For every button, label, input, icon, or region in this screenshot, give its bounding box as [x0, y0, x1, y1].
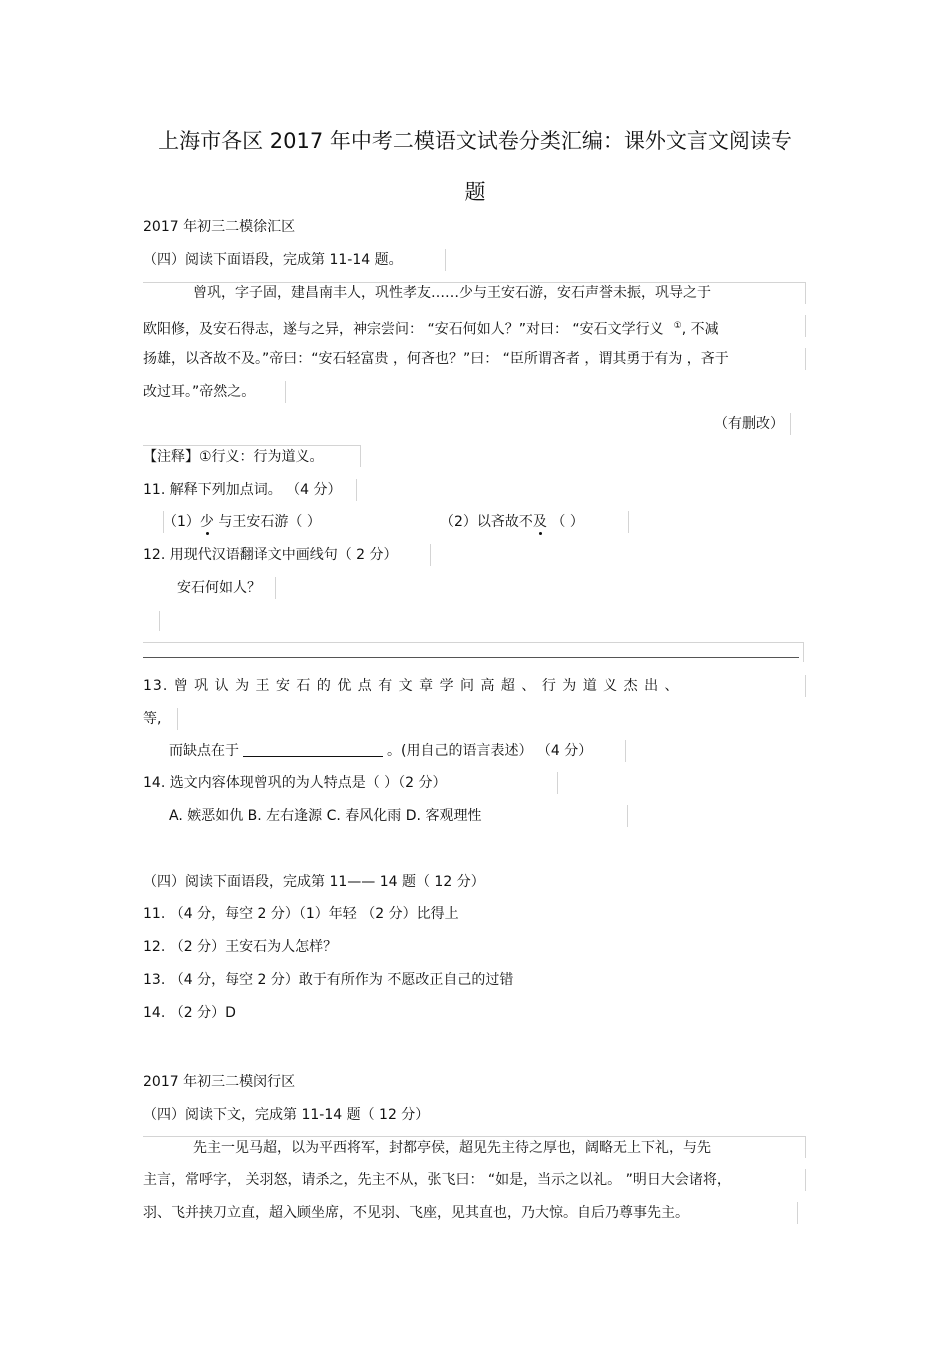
margin-mark [628, 511, 629, 533]
passage2-line-1: 先主一见马超，以为平西将军，封都亭侯，超见先主待之厚也，阔略无上下礼，与先 [193, 1140, 711, 1156]
margin-mark [625, 740, 626, 762]
question-13-cont: 等, [143, 711, 162, 727]
footnote-ref: ① [673, 321, 682, 331]
passage-line-3: 扬雄，以吝故不及。”帝曰：“安石轻富贵 ，何吝也？”曰： “臣所谓吝者 ，谓其勇于有为 ，吝于 [143, 351, 729, 367]
margin-mark [797, 1202, 798, 1224]
margin-mark [275, 577, 276, 599]
margin-mark [163, 511, 164, 533]
answer-13: 13. （4 分，每空 2 分）敢于有所作为 不愿改正自己的过错 [143, 972, 514, 988]
margin-mark [805, 348, 806, 370]
question-13-shortcoming [169, 742, 592, 760]
answer-11: 11. （4 分，每空 2 分）（1）年轻 （2 分）比得上 [143, 906, 459, 922]
margin-mark [143, 1136, 805, 1137]
question-11-part-1 [163, 513, 321, 531]
prompt-text: 而缺点在于 [169, 743, 239, 759]
passage-line-2-end: , 不减 [681, 321, 719, 338]
passage-line-2-text: 欧阳修，及安石得志，遂与之异，神宗尝问： “安石何如人？”对曰： “安石文学行义 [143, 321, 664, 338]
margin-mark [803, 642, 804, 662]
question-12: 12. 用现代汉语翻译文中画线句（ 2 分） [143, 547, 398, 563]
question-11: 11. 解释下列加点词。 （4 分） [143, 482, 342, 498]
section-header-minhang: 2017 年初三二模闵行区 [143, 1074, 296, 1090]
passage-line-4: 改过耳。”帝然之。 [143, 384, 256, 400]
answer-14: 14. （2 分）D [143, 1005, 236, 1021]
question-11-part-2 [440, 513, 584, 531]
translation-sentence: 安石何如人？ [177, 580, 261, 596]
answer-header: （四）阅读下面语段，完成第 11—— 14 题（ 12 分） [143, 874, 485, 890]
part-label: （2）以吝故不 [440, 514, 533, 530]
answer-blank: 与王安石游（ ） [213, 514, 321, 530]
fill-blank [243, 742, 383, 757]
margin-mark [143, 282, 805, 283]
margin-mark [430, 544, 431, 566]
question-14: 14. 选文内容体现曾巩的为人特点是（ ）（2 分） [143, 775, 447, 791]
margin-mark [143, 642, 803, 643]
document-title: 上海市各区 2017 年中考二模语文试卷分类汇编：课外文言文阅读专 [158, 129, 792, 153]
instruction: （四）阅读下面语段，完成第 11-14 题。 [143, 252, 403, 268]
margin-mark [627, 805, 628, 827]
margin-mark [159, 611, 160, 631]
margin-mark [445, 249, 446, 271]
part-label: （1） [163, 514, 200, 530]
emphasized-word: 及 [532, 514, 547, 530]
margin-mark [805, 1136, 806, 1158]
margin-mark [805, 282, 806, 304]
margin-mark [790, 413, 791, 435]
margin-mark [557, 772, 558, 794]
passage-line-1: 曾巩，字子固，建昌南丰人，巩性孝友……少与王安石游，安石声誉未振，巩导之于 [193, 285, 711, 301]
instruction-2: （四）阅读下文，完成第 11-14 题（ 12 分） [143, 1107, 430, 1123]
passage2-line-2: 主言，常呼字， 关羽怒，请杀之，先主不从，张飞曰： “如是，当示之以礼。 ”明日大会诸将， [143, 1172, 731, 1188]
margin-mark [805, 1169, 806, 1191]
margin-mark [805, 675, 806, 697]
question-13: 13. 曾 巩 认 为 王 安 石 的 优 点 有 文 章 学 问 高 超 、 行 为 道 义 杰 出 、 [143, 678, 680, 694]
margin-mark [285, 381, 286, 403]
emphasized-word: 少 [199, 514, 214, 530]
answer-12: 12. （2 分）王安石为人怎样？ [143, 939, 338, 955]
question-14-options: A. 嫉恶如仇 B. 左右逢源 C. 春风化雨 D. 客观理性 [169, 808, 482, 824]
source-note: （有删改） [714, 416, 784, 432]
passage-line-2 [143, 317, 719, 339]
margin-mark [356, 479, 357, 501]
margin-mark [177, 708, 178, 730]
margin-mark [805, 315, 806, 337]
answer-line [143, 657, 799, 658]
answer-blank: （ ） [546, 514, 584, 530]
margin-mark [360, 445, 361, 467]
section-header-xuhui: 2017 年初三二模徐汇区 [143, 219, 296, 235]
annotation: 【注释】①行义：行为道义。 [143, 449, 324, 465]
margin-mark [143, 445, 360, 446]
prompt-text-end: 。(用自己的语言表述） （4 分） [387, 743, 593, 759]
document-title-cont: 题 [464, 180, 486, 204]
passage2-line-3: 羽、飞并挟刀立直，超入顾坐席，不见羽、飞座，见其直也，乃大惊。自后乃尊事先主。 [143, 1205, 689, 1221]
